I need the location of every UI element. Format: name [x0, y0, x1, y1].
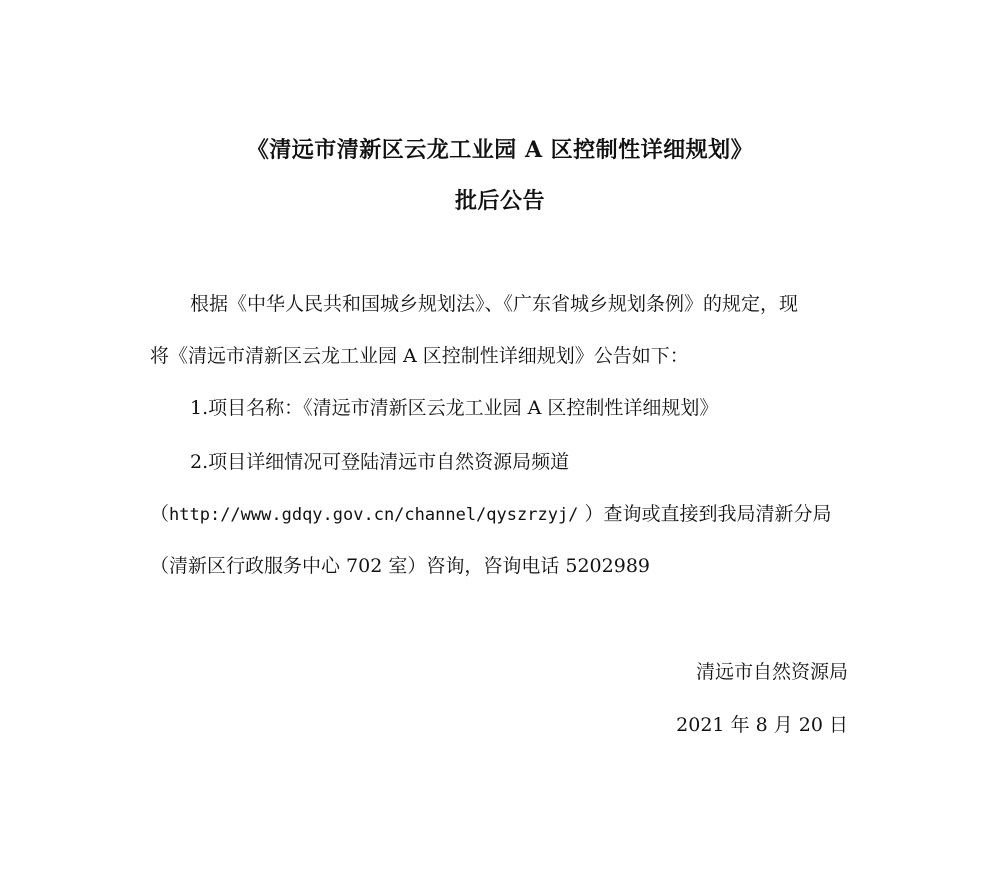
body-paragraph-line-2: 将《清远市清新区云龙工业园 A 区控制性详细规划》公告如下：: [150, 345, 689, 367]
project-details-item: 2.项目详细情况可登陆清远市自然资源局频道: [190, 451, 570, 473]
contact-line: （清新区行政服务中心 702 室）咨询，咨询电话 5202989: [150, 555, 651, 577]
url-line: [150, 501, 850, 528]
issuer-signature: 清远市自然资源局: [695, 661, 848, 683]
document-subtitle: 批后公告: [454, 188, 545, 214]
channel-url-link[interactable]: http://www.gdqy.gov.cn/channel/qyszrzyj/: [169, 505, 579, 525]
url-line-text: ）查询或直接到我局清新分局: [578, 503, 832, 525]
issue-date: 2021 年 8 月 20 日: [676, 714, 848, 736]
body-paragraph-line-1: 根据《中华人民共和国城乡规划法》、《广东省城乡规划条例》的规定，现: [190, 293, 799, 315]
document-title: 《清远市清新区云龙工业园 A 区控制性详细规划》: [246, 137, 754, 163]
project-name-item: 1.项目名称：《清远市清新区云龙工业园 A 区控制性详细规划》: [190, 397, 719, 419]
url-open-paren: （: [150, 503, 170, 525]
